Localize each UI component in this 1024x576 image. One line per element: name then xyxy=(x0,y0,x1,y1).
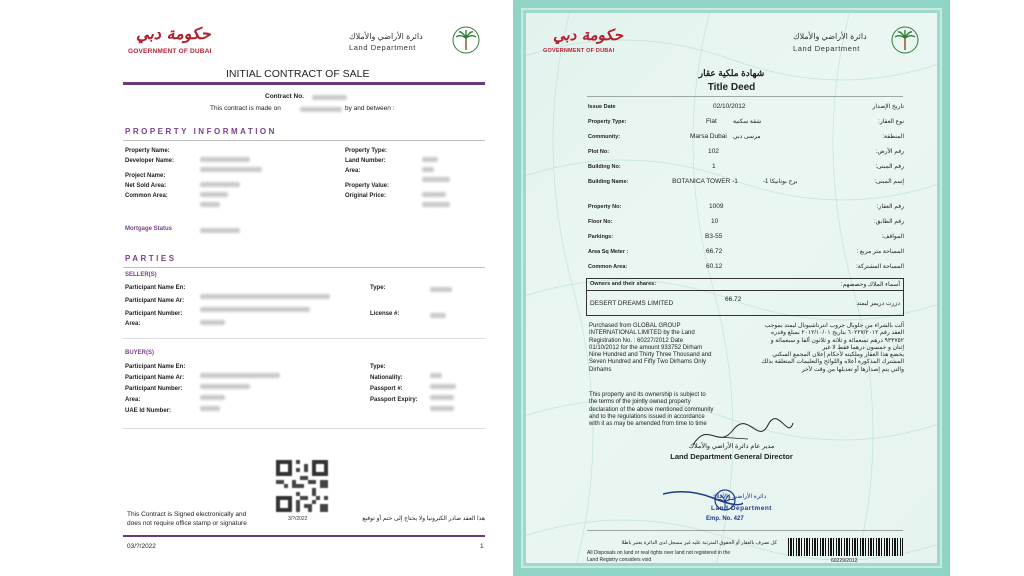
buyer-label: Participant Number: xyxy=(125,386,183,392)
deed-title-english: Title Deed xyxy=(707,82,756,93)
field-value: BOTANICA TOWER -1 xyxy=(672,178,738,185)
deed-field-row xyxy=(588,161,904,176)
property-section-heading: PROPERTY INFORMATION xyxy=(125,127,277,136)
buyer-right-values-redacted xyxy=(430,365,456,409)
property-label: Project Name: xyxy=(125,173,166,179)
palm-logo-icon xyxy=(452,26,480,54)
deed-barcode xyxy=(788,538,903,556)
paragraph-line: This property and its ownership is subject to xyxy=(589,392,706,398)
gov-logo-arabic: حكومة دبي xyxy=(136,24,211,43)
deed-header-divider xyxy=(587,96,903,97)
land-dept-english: Land Department xyxy=(349,43,416,52)
buyer-heading: BUYER(S) xyxy=(125,350,155,356)
field-value: 1009 xyxy=(709,203,724,210)
field-value-arabic: مرسى دبي xyxy=(733,134,761,140)
purchase-paragraph-arabic xyxy=(739,323,904,374)
purchase-paragraph xyxy=(589,323,739,374)
field-value: 102 xyxy=(708,148,719,155)
property-label: Net Sold Area: xyxy=(125,183,167,189)
title-deed-document xyxy=(513,0,950,576)
field-label-arabic: تاريخ الإصدار xyxy=(872,104,904,110)
buyer-label: Participant Name Ar: xyxy=(125,375,185,381)
deed-field-row xyxy=(588,231,904,246)
paragraph-line: Registration No. : 60227/2012 Date xyxy=(589,337,684,344)
contract-date: 03/?/2022 xyxy=(127,543,156,550)
parties-divider xyxy=(123,267,485,268)
field-label: Area Sq Meter : xyxy=(588,249,629,255)
property-right-values-redacted xyxy=(422,149,450,204)
property-label: Property Name: xyxy=(125,148,170,154)
seller-type-redacted xyxy=(430,287,452,292)
seller-type-label: Type: xyxy=(370,285,386,291)
field-value: 10 xyxy=(711,218,719,225)
qr-caption: 3/?/2022 xyxy=(288,516,308,522)
field-label: Floor No: xyxy=(588,219,613,225)
contract-no-label: Contract No. xyxy=(265,93,304,100)
field-label: Building No: xyxy=(588,164,621,170)
deed-footer-arabic: كل تصرف بالعقار أو الحقوق المترتبة عليه غير مسجل لدى الدائرة يعتبر باطلا xyxy=(621,540,777,546)
made-on-suffix: by and between : xyxy=(345,105,395,112)
contract-no-redacted xyxy=(312,95,347,100)
field-value: 66.72 xyxy=(706,248,723,255)
field-value: 1 xyxy=(712,163,716,170)
owners-box-divider xyxy=(587,290,903,291)
property-label: Land Number: xyxy=(345,158,386,164)
property-divider xyxy=(123,140,485,141)
paragraph-line: Purchased from GLOBAL GROUP xyxy=(589,323,681,329)
paragraph-line: العقد رقم ٦٠٢٢٧/٢٠١٢ بتاريخ ٢٠١٢/١٠/٠١ بمبلغ وقدره xyxy=(771,330,904,337)
deed-footer-line-2: Land Registry considers void xyxy=(587,557,652,563)
contract-document xyxy=(100,0,506,576)
paragraph-line: Nine Hundred and Thirty Three Thousand and xyxy=(589,352,712,359)
stamp-land-dept-arabic: دائرة الأراضي والأملاك xyxy=(711,494,767,500)
owner-name: DESERT DREAMS LIMITED xyxy=(590,300,674,307)
made-on-prefix: This contract is made on xyxy=(210,105,281,112)
deed-field-row xyxy=(588,201,904,216)
field-value: B3-55 xyxy=(705,233,723,240)
deed-field-row xyxy=(588,146,904,161)
field-value: Flat xyxy=(706,118,717,125)
paragraph-line: with it as may be amended from time to time xyxy=(589,421,707,428)
barcode-number: 60229/2012 xyxy=(831,558,858,564)
deed-title-arabic: شهادة ملكية عقار xyxy=(698,68,765,78)
field-label-arabic: رقم العقار: xyxy=(876,204,904,210)
field-label: Issue Date xyxy=(588,104,616,110)
paragraph-line: declaration of the above mentioned community xyxy=(589,406,714,413)
deed-land-dept-english: Land Department xyxy=(793,44,860,53)
owners-label-arabic: أسماء الملاك وحصصهم: xyxy=(840,282,900,288)
property-label: Original Price: xyxy=(345,193,387,199)
buyer-values-redacted xyxy=(200,365,280,420)
field-label-arabic: نوع العقار: xyxy=(878,119,904,125)
buyer-right-column xyxy=(370,364,418,408)
esign-note-line-1: This Contract is Signed electronically and xyxy=(127,511,247,518)
buyer-label: Area: xyxy=(125,397,141,403)
deed-field-row xyxy=(588,116,904,131)
buyer-label: Nationality: xyxy=(370,375,403,381)
seller-license-redacted xyxy=(430,313,446,318)
contract-title: INITIAL CONTRACT OF SALE xyxy=(226,68,370,80)
deed-field-row xyxy=(588,131,904,146)
field-label: Property Type: xyxy=(588,119,627,125)
title-divider xyxy=(123,82,485,85)
field-label: Community: xyxy=(588,134,621,140)
deed-land-dept-arabic: دائرة الأراضي والأملاك xyxy=(793,32,867,41)
mortgage-status-redacted xyxy=(200,228,240,233)
paragraph-line: Dirhams xyxy=(589,366,612,373)
deed-gov-logo-arabic: حكومة دبي xyxy=(553,26,623,44)
field-label-arabic: إسم المبنى: xyxy=(874,179,904,185)
field-label-arabic: رقم المبنى: xyxy=(875,164,904,170)
buyer-label: UAE Id Number: xyxy=(125,408,172,414)
seller-label: Area: xyxy=(125,321,141,327)
buyer-label: Participant Name En: xyxy=(125,364,186,370)
page-number: 1 xyxy=(480,543,484,550)
seller-values-redacted xyxy=(200,286,330,332)
deed-field-row xyxy=(588,246,904,261)
deed-field-row xyxy=(588,261,904,276)
property-label: Common Area: xyxy=(125,193,168,199)
property-left-column xyxy=(125,148,174,203)
owner-name-arabic: دزرت دريمز ليمتد xyxy=(856,301,900,307)
director-title-english: Land Department General Director xyxy=(670,452,793,461)
paragraph-line: يخضع هذا العقار وملكيته لأحكام إعلان المجمع السكني xyxy=(772,352,904,359)
seller-label: Participant Name En: xyxy=(125,285,186,291)
buyer-label: Passport #: xyxy=(370,386,403,392)
field-label-arabic: رقم الأرض: xyxy=(875,149,904,155)
owners-label: Owners and their shares: xyxy=(590,281,657,287)
buyer-left-column xyxy=(125,364,185,419)
property-right-column xyxy=(345,148,389,203)
parties-section-heading: PARTIES xyxy=(125,254,177,263)
paragraph-line: INTERNATIONAL LIMITED by the Land xyxy=(589,330,695,337)
seller-left-column xyxy=(125,285,185,331)
deed-field-row xyxy=(588,176,904,201)
made-on-date-redacted xyxy=(300,107,342,112)
field-label: Building Name: xyxy=(588,179,629,185)
deed-field-row xyxy=(588,101,904,116)
stamp-emp-number: Emp. No. 427 xyxy=(706,516,744,522)
paragraph-line: والتي يتم إصدارها أو تعديلها من وقت لآخر xyxy=(801,366,904,373)
field-label: Property No: xyxy=(588,204,622,210)
field-label-arabic: رقم الطابق: xyxy=(873,219,904,225)
field-value: 60.12 xyxy=(706,263,723,270)
mortgage-status-label: Mortgage Status xyxy=(125,226,173,232)
buyer-label: Type: xyxy=(370,364,386,370)
field-label: Plot No: xyxy=(588,149,610,155)
field-label-arabic: المواقف: xyxy=(881,234,904,240)
footer-divider xyxy=(123,535,485,537)
field-label: Parkings: xyxy=(588,234,614,240)
field-value-arabic: شقة سكنية xyxy=(733,119,762,125)
paragraph-line: and to the regulations issued in accordance xyxy=(589,413,705,420)
property-label: Area: xyxy=(345,168,361,174)
seller-label: Participant Name Ar: xyxy=(125,298,185,304)
deed-footer-divider xyxy=(587,530,903,531)
field-value: 02/10/2012 xyxy=(713,103,746,110)
qr-code-icon xyxy=(276,460,328,512)
field-value-arabic: برج بوتانيكا 1- xyxy=(763,179,798,185)
deed-footer-line-1: All Disposals on land or real rights over land not registered in the xyxy=(587,550,731,556)
paragraph-line: 01/10/2012 for the amount 933752 Dirham xyxy=(589,344,703,351)
seller-buyer-divider xyxy=(123,338,485,339)
buyer-divider xyxy=(123,428,485,429)
deed-palm-logo-icon xyxy=(891,26,919,54)
paragraph-line: آلت بالشراء من جلوبال جروب انترناشيونال ليمتد بموجب xyxy=(764,323,904,329)
deed-fields xyxy=(588,101,904,276)
paragraph-line: the terms of the jointly owned property xyxy=(589,399,691,406)
deed-gov-logo-english: GOVERNMENT OF DUBAI xyxy=(543,48,615,54)
esign-note-arabic: هذا العقد صادر الكترونيا ولا يحتاج إلى ختم أو توقيع xyxy=(362,516,485,522)
paragraph-line: Seven Hundred and Fifty Two Dirhams Only xyxy=(589,359,706,366)
stamp-land-dept-english: Land Department xyxy=(711,505,772,512)
property-label: Property Type: xyxy=(345,148,387,154)
field-label-arabic: المنطقة: xyxy=(882,134,904,140)
field-label-arabic: المساحة المشتركة: xyxy=(856,264,904,270)
official-stamp xyxy=(663,458,743,522)
field-label-arabic: المساحة متر مربع : xyxy=(856,249,904,255)
field-value: Marsa Dubai xyxy=(690,133,727,140)
property-label: Developer Name: xyxy=(125,158,175,164)
seller-license-label: License #: xyxy=(370,311,400,317)
owners-box xyxy=(586,278,904,316)
buyer-label: Passport Expiry: xyxy=(370,397,418,403)
deed-field-row xyxy=(588,216,904,231)
field-label: Common Area: xyxy=(588,264,628,270)
property-label: Property Value: xyxy=(345,183,390,189)
esign-note-line-2: does not require office stamp or signature xyxy=(127,520,247,527)
seller-heading: SELLER(S) xyxy=(125,272,157,278)
land-dept-arabic: دائرة الأراضي والأملاك xyxy=(349,32,423,41)
director-title-arabic: مدير عام دائرة الأراضي والأملاك xyxy=(688,443,775,450)
paragraph-line: ٩٣٣٧٥٢ درهم تسعمائة و ثلاثة و ثلاثون ألفا و سبعمائة و xyxy=(770,337,904,344)
paragraph-line: المشترك المذكورة أعلاه واللوائح والتعليمات المتعلقة بذلك xyxy=(761,359,904,366)
gov-logo-english: GOVERNMENT OF DUBAI xyxy=(128,48,212,55)
owner-share: 66.72 xyxy=(725,296,742,303)
property-left-values-redacted xyxy=(200,149,262,204)
paragraph-line: إثنان و خمسون درهما فقط لا غير xyxy=(822,344,904,351)
seller-label: Participant Number: xyxy=(125,311,183,317)
